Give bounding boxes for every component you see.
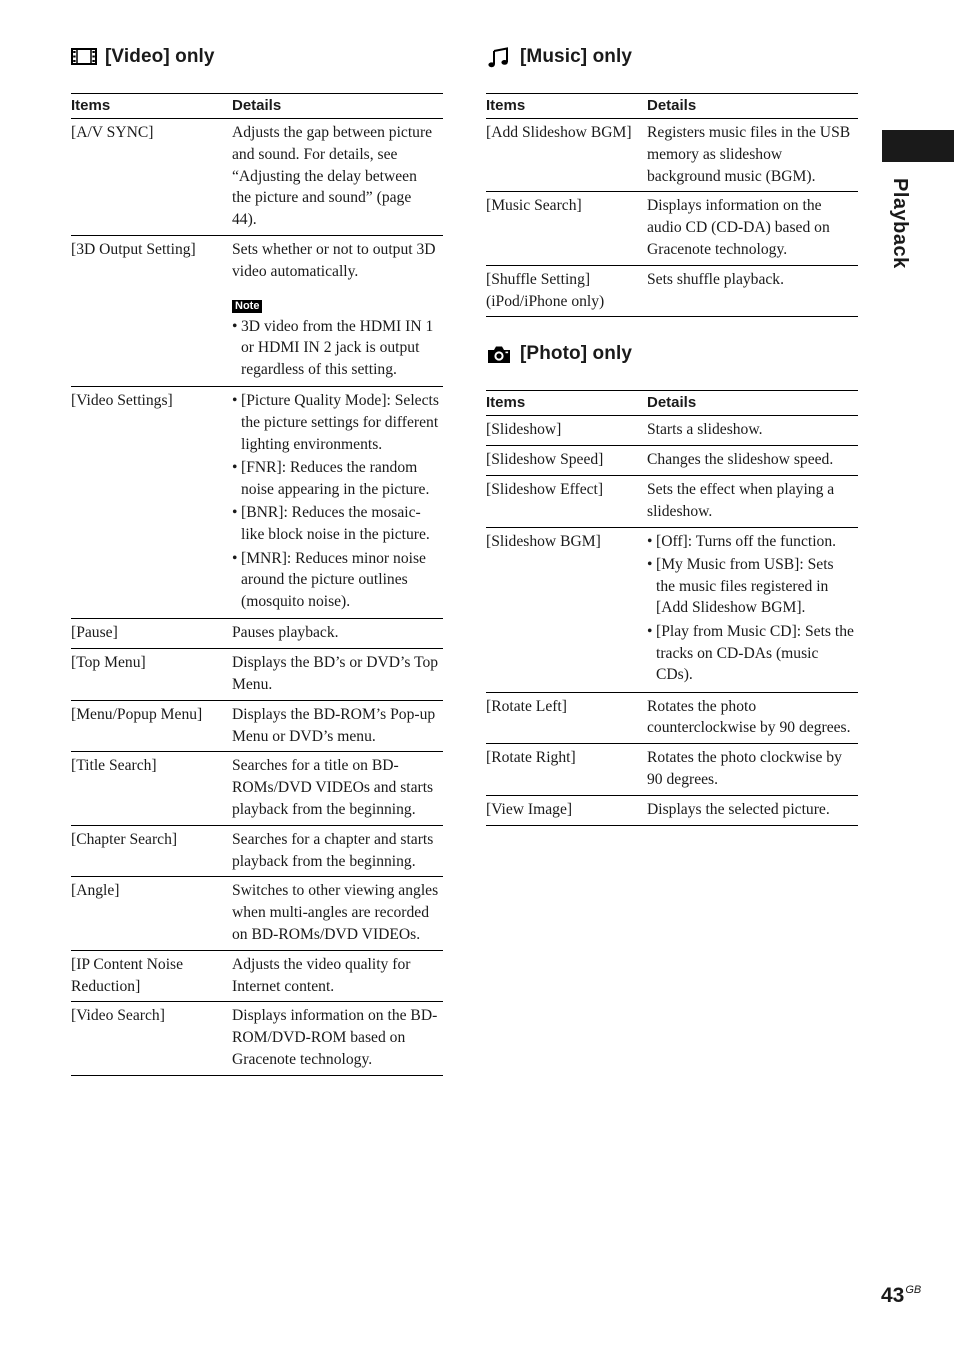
details-text: Starts a slideshow.: [647, 421, 763, 439]
details-bullet-list: [232, 390, 439, 612]
details-cell: [232, 387, 443, 619]
note-item: • 3D video from the HDMI IN 1 or HDMI IN 2 jack is output regardless of this setting.: [232, 316, 439, 381]
music-section-heading: [486, 42, 858, 72]
video-table: [71, 93, 443, 1076]
table-row: [486, 192, 858, 265]
details-text: Searches for a chapter and starts playback from the beginning.: [232, 830, 434, 870]
details-cell: [647, 265, 858, 317]
item-cell: [Video Search]: [71, 1002, 232, 1075]
details-text: Changes the slideshow speed.: [647, 451, 834, 469]
item-cell: [View Image]: [486, 795, 647, 825]
item-cell: [Shuffle Setting] (iPod/iPhone only): [486, 265, 647, 317]
details-text: Switches to other viewing angles when multi-angles are recorded on BD-ROMs/DVD VIDEOs.: [232, 882, 439, 943]
table-row: [486, 416, 858, 446]
film-icon: [71, 46, 97, 68]
table-row: [71, 649, 443, 701]
table-row: [486, 692, 858, 744]
items-header: Items: [486, 94, 647, 119]
photo-table: [486, 390, 858, 825]
details-text: Displays information on the audio CD (CD-DA) based on Gracenote technology.: [647, 197, 830, 258]
table-row: [486, 446, 858, 476]
details-text: Sets whether or not to output 3D video automatically.: [232, 240, 436, 280]
details-text: Rotates the photo counterclockwise by 90 degrees.: [647, 697, 851, 737]
table-row: [71, 825, 443, 877]
item-cell: [Music Search]: [486, 192, 647, 265]
details-text: Adjusts the gap between picture and sound. For details, see “Adjusting the delay between the picture and sound” (page 44).: [232, 124, 433, 229]
table-row: [71, 235, 443, 386]
table-row: [486, 475, 858, 527]
table-row: [71, 700, 443, 752]
details-cell: [232, 825, 443, 877]
music-table: [486, 93, 858, 317]
details-header: Details: [647, 94, 858, 119]
details-cell: [647, 119, 858, 192]
item-cell: [Rotate Left]: [486, 692, 647, 744]
note-list: [232, 316, 439, 381]
details-cell: [647, 446, 858, 476]
page-number: [881, 1284, 921, 1308]
details-text: Displays the BD-ROM’s Pop-up Menu or DVD’s menu.: [232, 705, 436, 745]
details-cell: [232, 619, 443, 649]
photo-section: [486, 339, 858, 825]
section-tab-label: Playback: [889, 178, 911, 269]
page-number-suffix: GB: [905, 1284, 922, 1296]
table-row: [486, 119, 858, 192]
details-cell: [232, 700, 443, 752]
music-section: [486, 42, 858, 317]
video-section-title: [Video] only: [105, 46, 215, 67]
details-cell: [232, 649, 443, 701]
details-cell: [647, 795, 858, 825]
item-cell: [Angle]: [71, 877, 232, 950]
item-cell: [Pause]: [71, 619, 232, 649]
item-cell: [A/V SYNC]: [71, 119, 232, 236]
table-row: [71, 619, 443, 649]
item-cell: [Top Menu]: [71, 649, 232, 701]
details-text: Displays the BD’s or DVD’s Top Menu.: [232, 654, 439, 694]
right-column: [486, 42, 858, 826]
table-row: [486, 744, 858, 796]
items-header: Items: [71, 94, 232, 119]
item-cell: [Chapter Search]: [71, 825, 232, 877]
details-bullet-list: [647, 531, 854, 687]
item-cell: [Title Search]: [71, 752, 232, 825]
item-cell: [Video Settings]: [71, 387, 232, 619]
details-text: Displays the selected picture.: [647, 800, 830, 818]
table-row: [486, 265, 858, 317]
bullet-item: • [BNR]: Reduces the mosaic-like block noise in the picture.: [232, 502, 439, 546]
details-cell: [232, 235, 443, 386]
details-cell: [232, 1002, 443, 1075]
details-cell: [647, 744, 858, 796]
bullet-item: • [FNR]: Reduces the random noise appearing in the picture.: [232, 457, 439, 501]
bullet-item: • [Picture Quality Mode]: Selects the picture settings for different lighting environments.: [232, 390, 439, 455]
details-text: Rotates the photo clockwise by 90 degrees.: [647, 749, 842, 789]
details-text: Sets the effect when playing a slideshow.: [647, 480, 835, 520]
details-header: Details: [232, 94, 443, 119]
details-text: Searches for a title on BD-ROMs/DVD VIDEOs and starts playback from the beginning.: [232, 757, 434, 819]
table-row: [71, 877, 443, 950]
music-note-icon: [486, 46, 512, 68]
item-cell: [Slideshow BGM]: [486, 527, 647, 692]
item-cell: [Menu/Popup Menu]: [71, 700, 232, 752]
item-cell: [Slideshow Effect]: [486, 475, 647, 527]
items-header: Items: [486, 391, 647, 416]
table-row: [71, 387, 443, 619]
bullet-item: • [Off]: Turns off the function.: [647, 531, 854, 553]
table-row: [486, 795, 858, 825]
details-text: Pauses playback.: [232, 624, 339, 642]
details-cell: [232, 752, 443, 825]
bullet-item: • [MNR]: Reduces minor noise around the picture outlines (mosquito noise).: [232, 548, 439, 613]
photo-section-title: [Photo] only: [520, 343, 633, 365]
details-cell: [647, 416, 858, 446]
table-row: [71, 1002, 443, 1075]
details-cell: [647, 475, 858, 527]
bullet-item: • [Play from Music CD]: Sets the tracks on CD-DAs (music CDs).: [647, 621, 854, 686]
table-row: [71, 950, 443, 1002]
section-tab-marker: [882, 130, 954, 162]
note-badge: Note: [232, 300, 262, 313]
item-cell: [IP Content Noise Reduction]: [71, 950, 232, 1002]
item-cell: [Slideshow]: [486, 416, 647, 446]
bullet-item: • [My Music from USB]: Sets the music files registered in [Add Slideshow BGM].: [647, 554, 854, 619]
details-cell: [232, 119, 443, 236]
camera-icon: [486, 343, 512, 365]
details-cell: [647, 527, 858, 692]
video-section-heading: [71, 42, 443, 72]
item-cell: [3D Output Setting]: [71, 235, 232, 386]
item-cell: [Rotate Right]: [486, 744, 647, 796]
details-text: Displays information on the BD-ROM/DVD-ROM based on Gracenote technology.: [232, 1007, 438, 1068]
page-number-value: 43: [881, 1284, 905, 1307]
table-row: [71, 752, 443, 825]
table-row: [486, 527, 858, 692]
music-section-title: [Music] only: [520, 46, 633, 67]
table-row: [71, 119, 443, 236]
item-cell: [Add Slideshow BGM]: [486, 119, 647, 192]
details-text: Sets shuffle playback.: [647, 270, 784, 288]
details-header: Details: [647, 391, 858, 416]
details-cell: [647, 692, 858, 744]
details-cell: [232, 950, 443, 1002]
details-text: Registers music files in the USB memory as slideshow background music (BGM).: [647, 124, 851, 185]
details-cell: [232, 877, 443, 950]
details-text: Adjusts the video quality for Internet content.: [232, 955, 411, 995]
details-cell: [647, 192, 858, 265]
video-section: [71, 42, 443, 1076]
photo-section-heading: [486, 339, 858, 369]
item-cell: [Slideshow Speed]: [486, 446, 647, 476]
